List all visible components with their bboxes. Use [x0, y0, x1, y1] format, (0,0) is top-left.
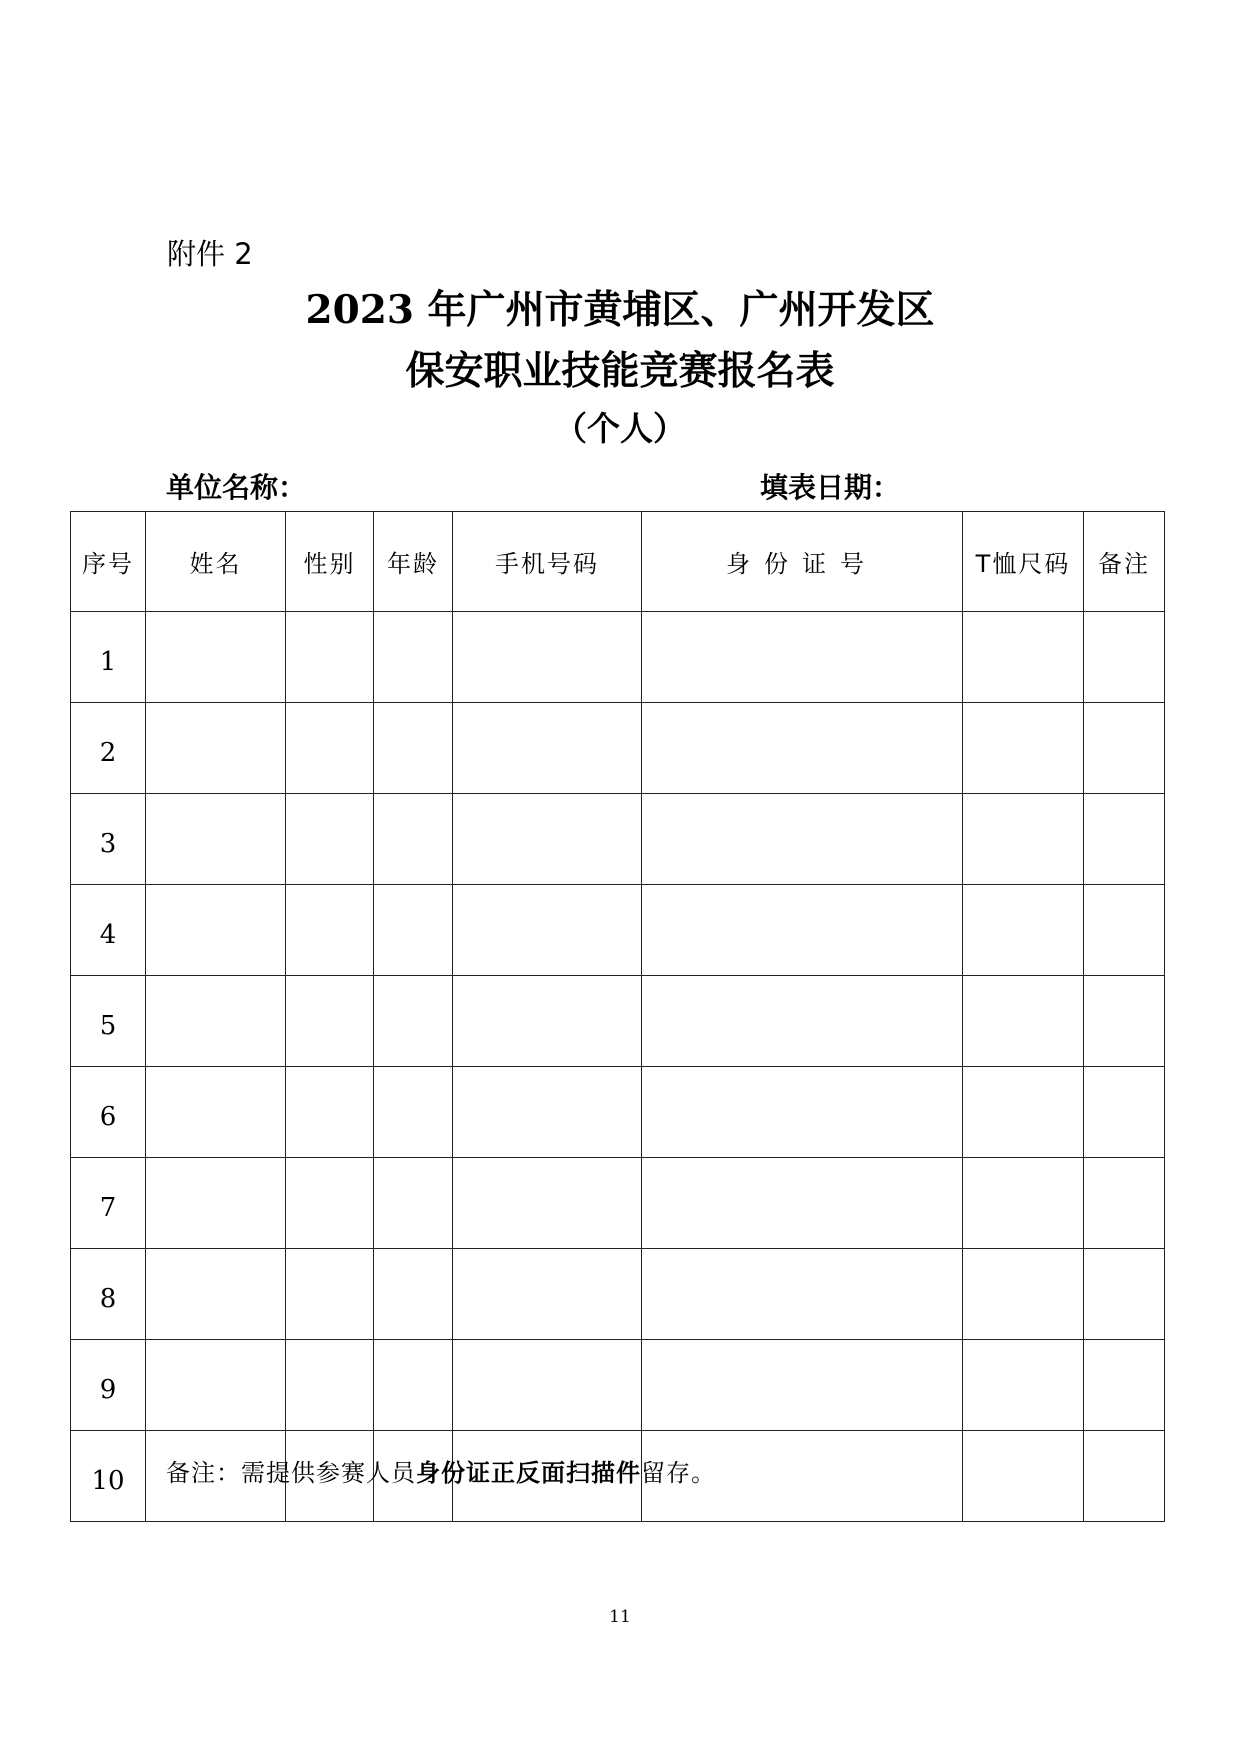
row-tshirt-size-cell[interactable]: [963, 1431, 1084, 1522]
row-id-number-cell[interactable]: [642, 794, 963, 885]
table-row: [71, 885, 1165, 976]
row-age-cell[interactable]: [374, 976, 453, 1067]
row-gender-cell[interactable]: [286, 1067, 374, 1158]
row-index-cell: 5: [71, 976, 146, 1067]
row-age-cell[interactable]: [374, 794, 453, 885]
row-gender-cell[interactable]: [286, 976, 374, 1067]
row-phone-cell[interactable]: [453, 1158, 642, 1249]
row-remarks-cell[interactable]: [1084, 976, 1165, 1067]
title-line-2: 保安职业技能竞赛报名表: [405, 348, 835, 394]
row-id-number-cell[interactable]: [642, 1340, 963, 1431]
table-body: [71, 612, 1165, 1522]
row-gender-cell[interactable]: [286, 612, 374, 703]
row-name-cell[interactable]: [146, 1158, 286, 1249]
row-tshirt-size-cell[interactable]: [963, 976, 1084, 1067]
page-number: 11: [609, 1607, 631, 1627]
header-id-number: 身份证号: [642, 512, 963, 612]
footnote: [166, 1457, 716, 1489]
row-index-cell: 3: [71, 794, 146, 885]
row-index-cell: 4: [71, 885, 146, 976]
header-gender: 性别: [286, 512, 374, 612]
row-age-cell[interactable]: [374, 612, 453, 703]
table-row: [71, 976, 1165, 1067]
header-phone: 手机号码: [453, 512, 642, 612]
row-phone-cell[interactable]: [453, 1340, 642, 1431]
row-name-cell[interactable]: [146, 1340, 286, 1431]
row-tshirt-size-cell[interactable]: [963, 1340, 1084, 1431]
row-name-cell[interactable]: [146, 976, 286, 1067]
row-id-number-cell[interactable]: [642, 1067, 963, 1158]
row-index-cell: 6: [71, 1067, 146, 1158]
unit-name-label: 单位名称：: [166, 471, 307, 504]
row-id-number-cell[interactable]: [642, 1158, 963, 1249]
table-row: [71, 794, 1165, 885]
row-age-cell[interactable]: [374, 1158, 453, 1249]
row-id-number-cell[interactable]: [642, 612, 963, 703]
row-remarks-cell[interactable]: [1084, 612, 1165, 703]
row-id-number-cell[interactable]: [642, 703, 963, 794]
table-row: [71, 1249, 1165, 1340]
footnote-suffix: 留存。: [641, 1459, 716, 1487]
table-row: [71, 1158, 1165, 1249]
row-gender-cell[interactable]: [286, 1158, 374, 1249]
row-tshirt-size-cell[interactable]: [963, 612, 1084, 703]
row-id-number-cell[interactable]: [642, 885, 963, 976]
row-index-cell: 8: [71, 1249, 146, 1340]
row-gender-cell[interactable]: [286, 703, 374, 794]
row-index-cell: 1: [71, 612, 146, 703]
row-name-cell[interactable]: [146, 612, 286, 703]
row-gender-cell[interactable]: [286, 1249, 374, 1340]
row-phone-cell[interactable]: [453, 885, 642, 976]
row-remarks-cell[interactable]: [1084, 1067, 1165, 1158]
header-remarks: 备注: [1084, 512, 1165, 612]
row-gender-cell[interactable]: [286, 794, 374, 885]
table-row: [71, 1067, 1165, 1158]
row-name-cell[interactable]: [146, 885, 286, 976]
table-row: [71, 1340, 1165, 1431]
row-phone-cell[interactable]: [453, 612, 642, 703]
row-index-cell: 2: [71, 703, 146, 794]
row-tshirt-size-cell[interactable]: [963, 885, 1084, 976]
row-age-cell[interactable]: [374, 703, 453, 794]
row-remarks-cell[interactable]: [1084, 1431, 1165, 1522]
row-tshirt-size-cell[interactable]: [963, 1067, 1084, 1158]
row-age-cell[interactable]: [374, 1340, 453, 1431]
row-remarks-cell[interactable]: [1084, 1340, 1165, 1431]
header-age: 年龄: [374, 512, 453, 612]
footnote-prefix: 备注：需提供参赛人员: [166, 1459, 416, 1487]
title-line-1: 2023 年广州市黄埔区、广州开发区: [305, 287, 935, 333]
row-tshirt-size-cell[interactable]: [963, 1158, 1084, 1249]
row-age-cell[interactable]: [374, 1249, 453, 1340]
row-index-cell: 9: [71, 1340, 146, 1431]
footnote-emphasis: 身份证正反面扫描件: [416, 1459, 641, 1487]
row-name-cell[interactable]: [146, 1249, 286, 1340]
row-age-cell[interactable]: [374, 885, 453, 976]
row-phone-cell[interactable]: [453, 1249, 642, 1340]
row-remarks-cell[interactable]: [1084, 885, 1165, 976]
row-name-cell[interactable]: [146, 1067, 286, 1158]
row-phone-cell[interactable]: [453, 794, 642, 885]
row-tshirt-size-cell[interactable]: [963, 1249, 1084, 1340]
row-index-cell: 7: [71, 1158, 146, 1249]
header-name: 姓名: [146, 512, 286, 612]
row-remarks-cell[interactable]: [1084, 1249, 1165, 1340]
row-phone-cell[interactable]: [453, 976, 642, 1067]
row-id-number-cell[interactable]: [642, 976, 963, 1067]
fill-date-label: 填表日期：: [760, 471, 901, 504]
header-tshirt-size: T恤尺码: [963, 512, 1084, 612]
row-phone-cell[interactable]: [453, 1067, 642, 1158]
row-phone-cell[interactable]: [453, 703, 642, 794]
row-remarks-cell[interactable]: [1084, 794, 1165, 885]
row-index-cell: 10: [71, 1431, 146, 1522]
title-line-3: （个人）: [554, 409, 686, 448]
table-row: [71, 703, 1165, 794]
row-remarks-cell[interactable]: [1084, 1158, 1165, 1249]
row-tshirt-size-cell[interactable]: [963, 794, 1084, 885]
row-age-cell[interactable]: [374, 1067, 453, 1158]
header-index: 序号: [71, 512, 146, 612]
row-name-cell[interactable]: [146, 794, 286, 885]
row-tshirt-size-cell[interactable]: [963, 703, 1084, 794]
row-remarks-cell[interactable]: [1084, 703, 1165, 794]
table-header-row: [71, 512, 1165, 612]
row-id-number-cell[interactable]: [642, 1249, 963, 1340]
attachment-label: 附件 2: [167, 237, 253, 271]
row-name-cell[interactable]: [146, 703, 286, 794]
row-gender-cell[interactable]: [286, 1340, 374, 1431]
row-gender-cell[interactable]: [286, 885, 374, 976]
registration-table: [70, 511, 1165, 1522]
table-row: [71, 612, 1165, 703]
